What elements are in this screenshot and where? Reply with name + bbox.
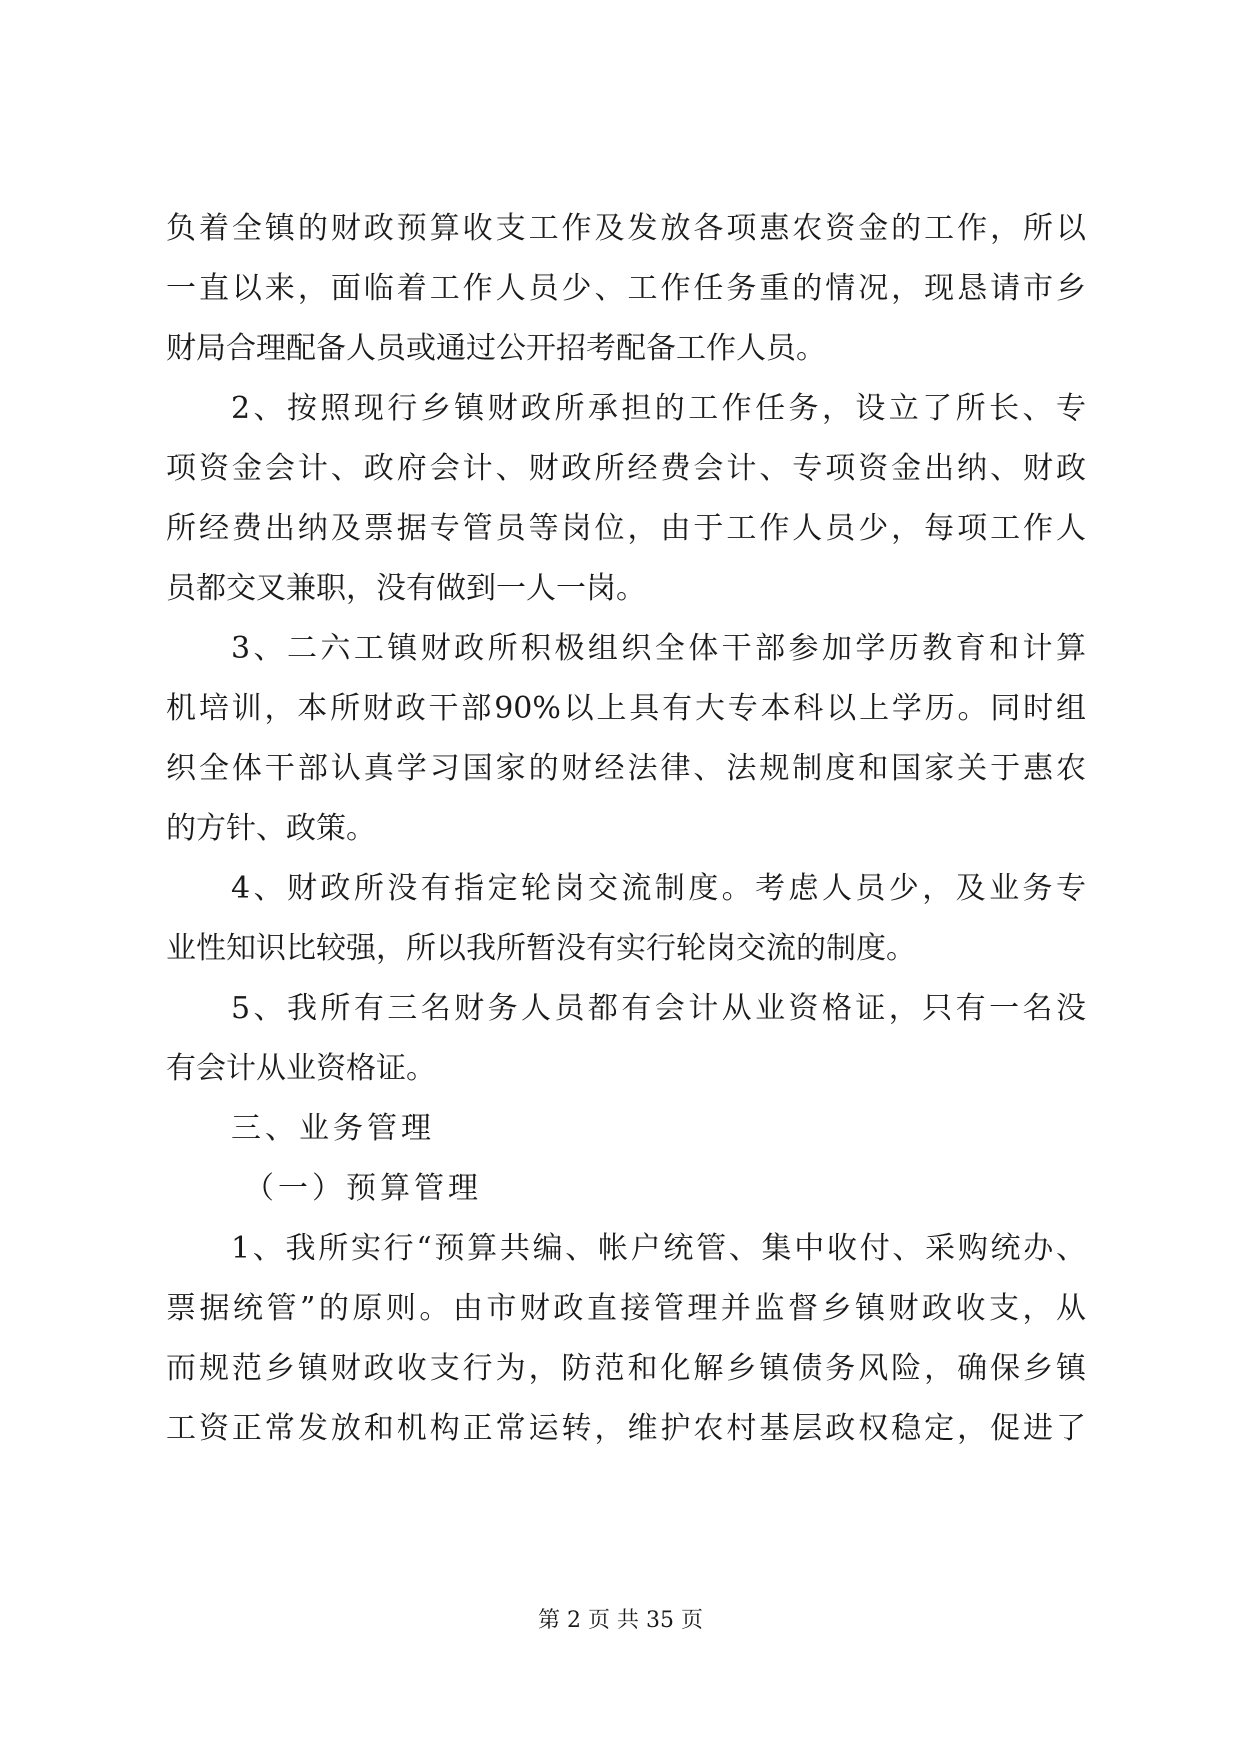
text-line: 业性知识比较强，所以我所暂没有实行轮岗交流的制度。 xyxy=(166,931,916,966)
subsection-heading: （一）预算管理 xyxy=(244,1171,482,1206)
text-line: 而规范乡镇财政收支行为，防范和化解乡镇债务风险，确保乡镇 xyxy=(166,1351,1086,1386)
text-line: 的方针、政策。 xyxy=(166,811,376,846)
paragraph-first-line: 5、我所有三名财务人员都有会计从业资格证，只有一名没 xyxy=(231,991,1086,1026)
paragraph-first-line: 1、我所实行“预算共编、帐户统管、集中收付、采购统办、 xyxy=(231,1231,1086,1266)
text-line: 财局合理配备人员或通过公开招考配备工作人员。 xyxy=(166,331,826,366)
text-line: 所经费出纳及票据专管员等岗位，由于工作人员少，每项工作人 xyxy=(166,511,1086,546)
text-line: 织全体干部认真学习国家的财经法律、法规制度和国家关于惠农 xyxy=(166,751,1086,786)
text-line: 负着全镇的财政预算收支工作及发放各项惠农资金的工作，所以 xyxy=(166,211,1086,246)
paragraph-first-line: 4、财政所没有指定轮岗交流制度。考虑人员少，及业务专 xyxy=(231,871,1086,906)
paragraph-first-line: 2、按照现行乡镇财政所承担的工作任务，设立了所长、专 xyxy=(231,391,1086,426)
text-line: 项资金会计、政府会计、财政所经费会计、专项资金出纳、财政 xyxy=(166,451,1086,486)
text-line: 票据统管”的原则。由市财政直接管理并监督乡镇财政收支，从 xyxy=(166,1291,1086,1326)
text-line: 有会计从业资格证。 xyxy=(166,1051,436,1086)
text-line: 一直以来，面临着工作人员少、工作任务重的情况，现恳请市乡 xyxy=(166,271,1086,306)
section-heading: 三、业务管理 xyxy=(231,1111,435,1146)
text-line: 机培训，本所财政干部90%以上具有大专本科以上学历。同时组 xyxy=(166,691,1086,726)
page-number-footer: 第 2 页 共 35 页 xyxy=(538,1608,703,1633)
paragraph-first-line: 3、二六工镇财政所积极组织全体干部参加学历教育和计算 xyxy=(231,631,1086,666)
text-line: 员都交叉兼职，没有做到一人一岗。 xyxy=(166,571,646,606)
text-line: 工资正常发放和机构正常运转，维护农村基层政权稳定，促进了 xyxy=(166,1411,1086,1446)
